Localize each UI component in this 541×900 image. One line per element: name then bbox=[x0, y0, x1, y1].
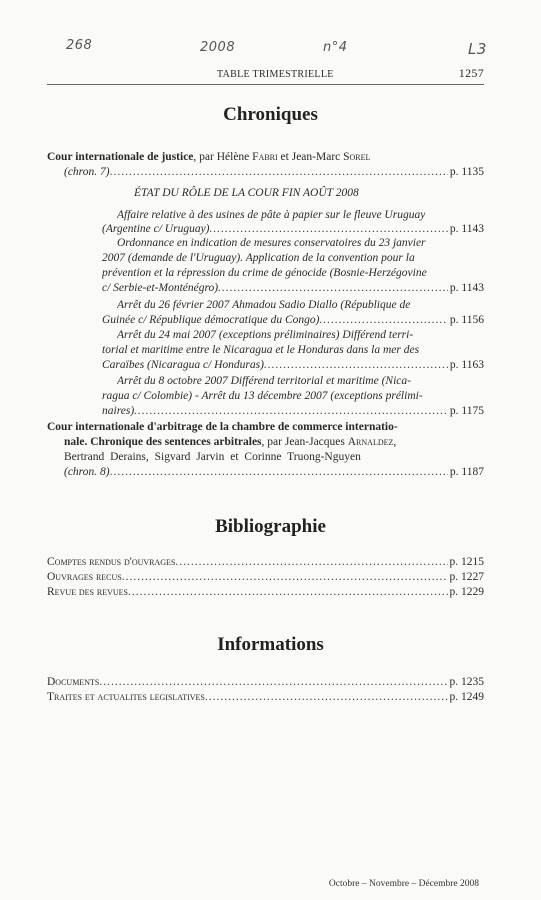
entry-page: p. 1143 bbox=[449, 223, 484, 235]
page-number: 1257 bbox=[458, 66, 484, 80]
handwritten-issue: n°4 bbox=[323, 40, 348, 55]
entry-line: ragua c/ Colombie) - Arrêt du 13 décembre 2007 (exceptions prélimi- bbox=[102, 390, 423, 402]
etat-heading: ÉTAT DU RÔLE DE LA COUR FIN AOÛT 2008 bbox=[134, 187, 359, 199]
handwritten-number: 268 bbox=[66, 38, 93, 53]
cci-entry-authors: Bertrand Derains, Sigvard Jarvin et Corinne Truong-Nguyen bbox=[64, 451, 361, 463]
entry-line: Arrêt du 26 février 2007 Ahmadou Sadio Diallo (République de bbox=[117, 299, 411, 311]
toc-item: Traites et actualites legislatives ..... p. 1249 bbox=[47, 690, 484, 705]
entry-line: 2007 (demande de l'Uruguay). Application de la convention pour la bbox=[102, 252, 415, 264]
entry-last-line: Guinée c/ République démocratique du Congo) ..... p. 1156 bbox=[102, 313, 484, 328]
entry-last-line: (Argentine c/ Uruguay) ..... p. 1143 bbox=[102, 222, 484, 237]
entry-line: torial et maritime entre le Nicaragua et le Honduras dans la mer des bbox=[102, 344, 420, 356]
author-sorel: Sorel bbox=[343, 151, 371, 163]
entry-line: Arrêt du 8 octobre 2007 Différend territorial et maritime (Nica- bbox=[117, 375, 411, 387]
entry-page: p. 1163 bbox=[449, 359, 484, 371]
cij-page: p. 1135 bbox=[449, 166, 484, 178]
entry-last-line: naires) ..... p. 1175 bbox=[102, 404, 484, 419]
entry-page: p. 1143 bbox=[449, 282, 484, 294]
entry-page: p. 1175 bbox=[449, 405, 484, 417]
toc-item: Ouvrages recus ..... p. 1227 bbox=[47, 570, 484, 585]
cci-entry-line2: nale. Chronique des sentences arbitrales, par Jean-Jacques Arnaldez, bbox=[64, 436, 397, 448]
running-head-title: TABLE TRIMESTRIELLE bbox=[217, 69, 334, 80]
entry-line: prévention et la répression du crime de génocide (Bosnie-Herzégovine bbox=[102, 267, 427, 279]
cci-page: p. 1187 bbox=[449, 466, 484, 478]
handwritten-year: 2008 bbox=[200, 40, 236, 55]
section-heading-informations: Informations bbox=[217, 634, 324, 655]
entry-last-line: c/ Serbie-et-Monténégro) ..... p. 1143 bbox=[102, 281, 484, 296]
section-heading-bibliographie: Bibliographie bbox=[215, 516, 326, 537]
entry-line: Affaire relative à des usines de pâte à papier sur le fleuve Uruguay bbox=[117, 209, 426, 221]
toc-item: Documents ..... p. 1235 bbox=[47, 675, 484, 690]
section-heading-chroniques: Chroniques bbox=[223, 104, 318, 125]
handwritten-code: L3 bbox=[468, 40, 487, 58]
running-head bbox=[47, 66, 484, 85]
entry-page: p. 1156 bbox=[449, 314, 484, 326]
cci-chron-line: (chron. 8) ..... p. 1187 bbox=[64, 465, 484, 480]
cij-entry-title: Cour internationale de justice, par Hélène Fabri et Jean-Marc Sorel bbox=[47, 151, 371, 163]
cci-entry-title: Cour internationale d'arbitrage de la chambre de commerce internatio- bbox=[47, 421, 398, 433]
issue-date-footer: Octobre – Novembre – Décembre 2008 bbox=[328, 879, 479, 889]
entry-line: Arrêt du 24 mai 2007 (exceptions préliminaires) Différend terri- bbox=[117, 329, 414, 341]
entry-line: Ordonnance en indication de mesures conservatoires du 23 janvier bbox=[117, 237, 426, 249]
entry-last-line: Caraïbes (Nicaragua c/ Honduras) ..... p. 1163 bbox=[102, 358, 484, 373]
cij-chron-line: (chron. 7) ..... p. 1135 bbox=[64, 165, 484, 180]
toc-item: Comptes rendus d'ouvrages ..... p. 1215 bbox=[47, 555, 484, 570]
toc-item: Revue des revues ..... p. 1229 bbox=[47, 585, 484, 600]
author-ruiz-fabri: Fabri bbox=[252, 151, 278, 163]
